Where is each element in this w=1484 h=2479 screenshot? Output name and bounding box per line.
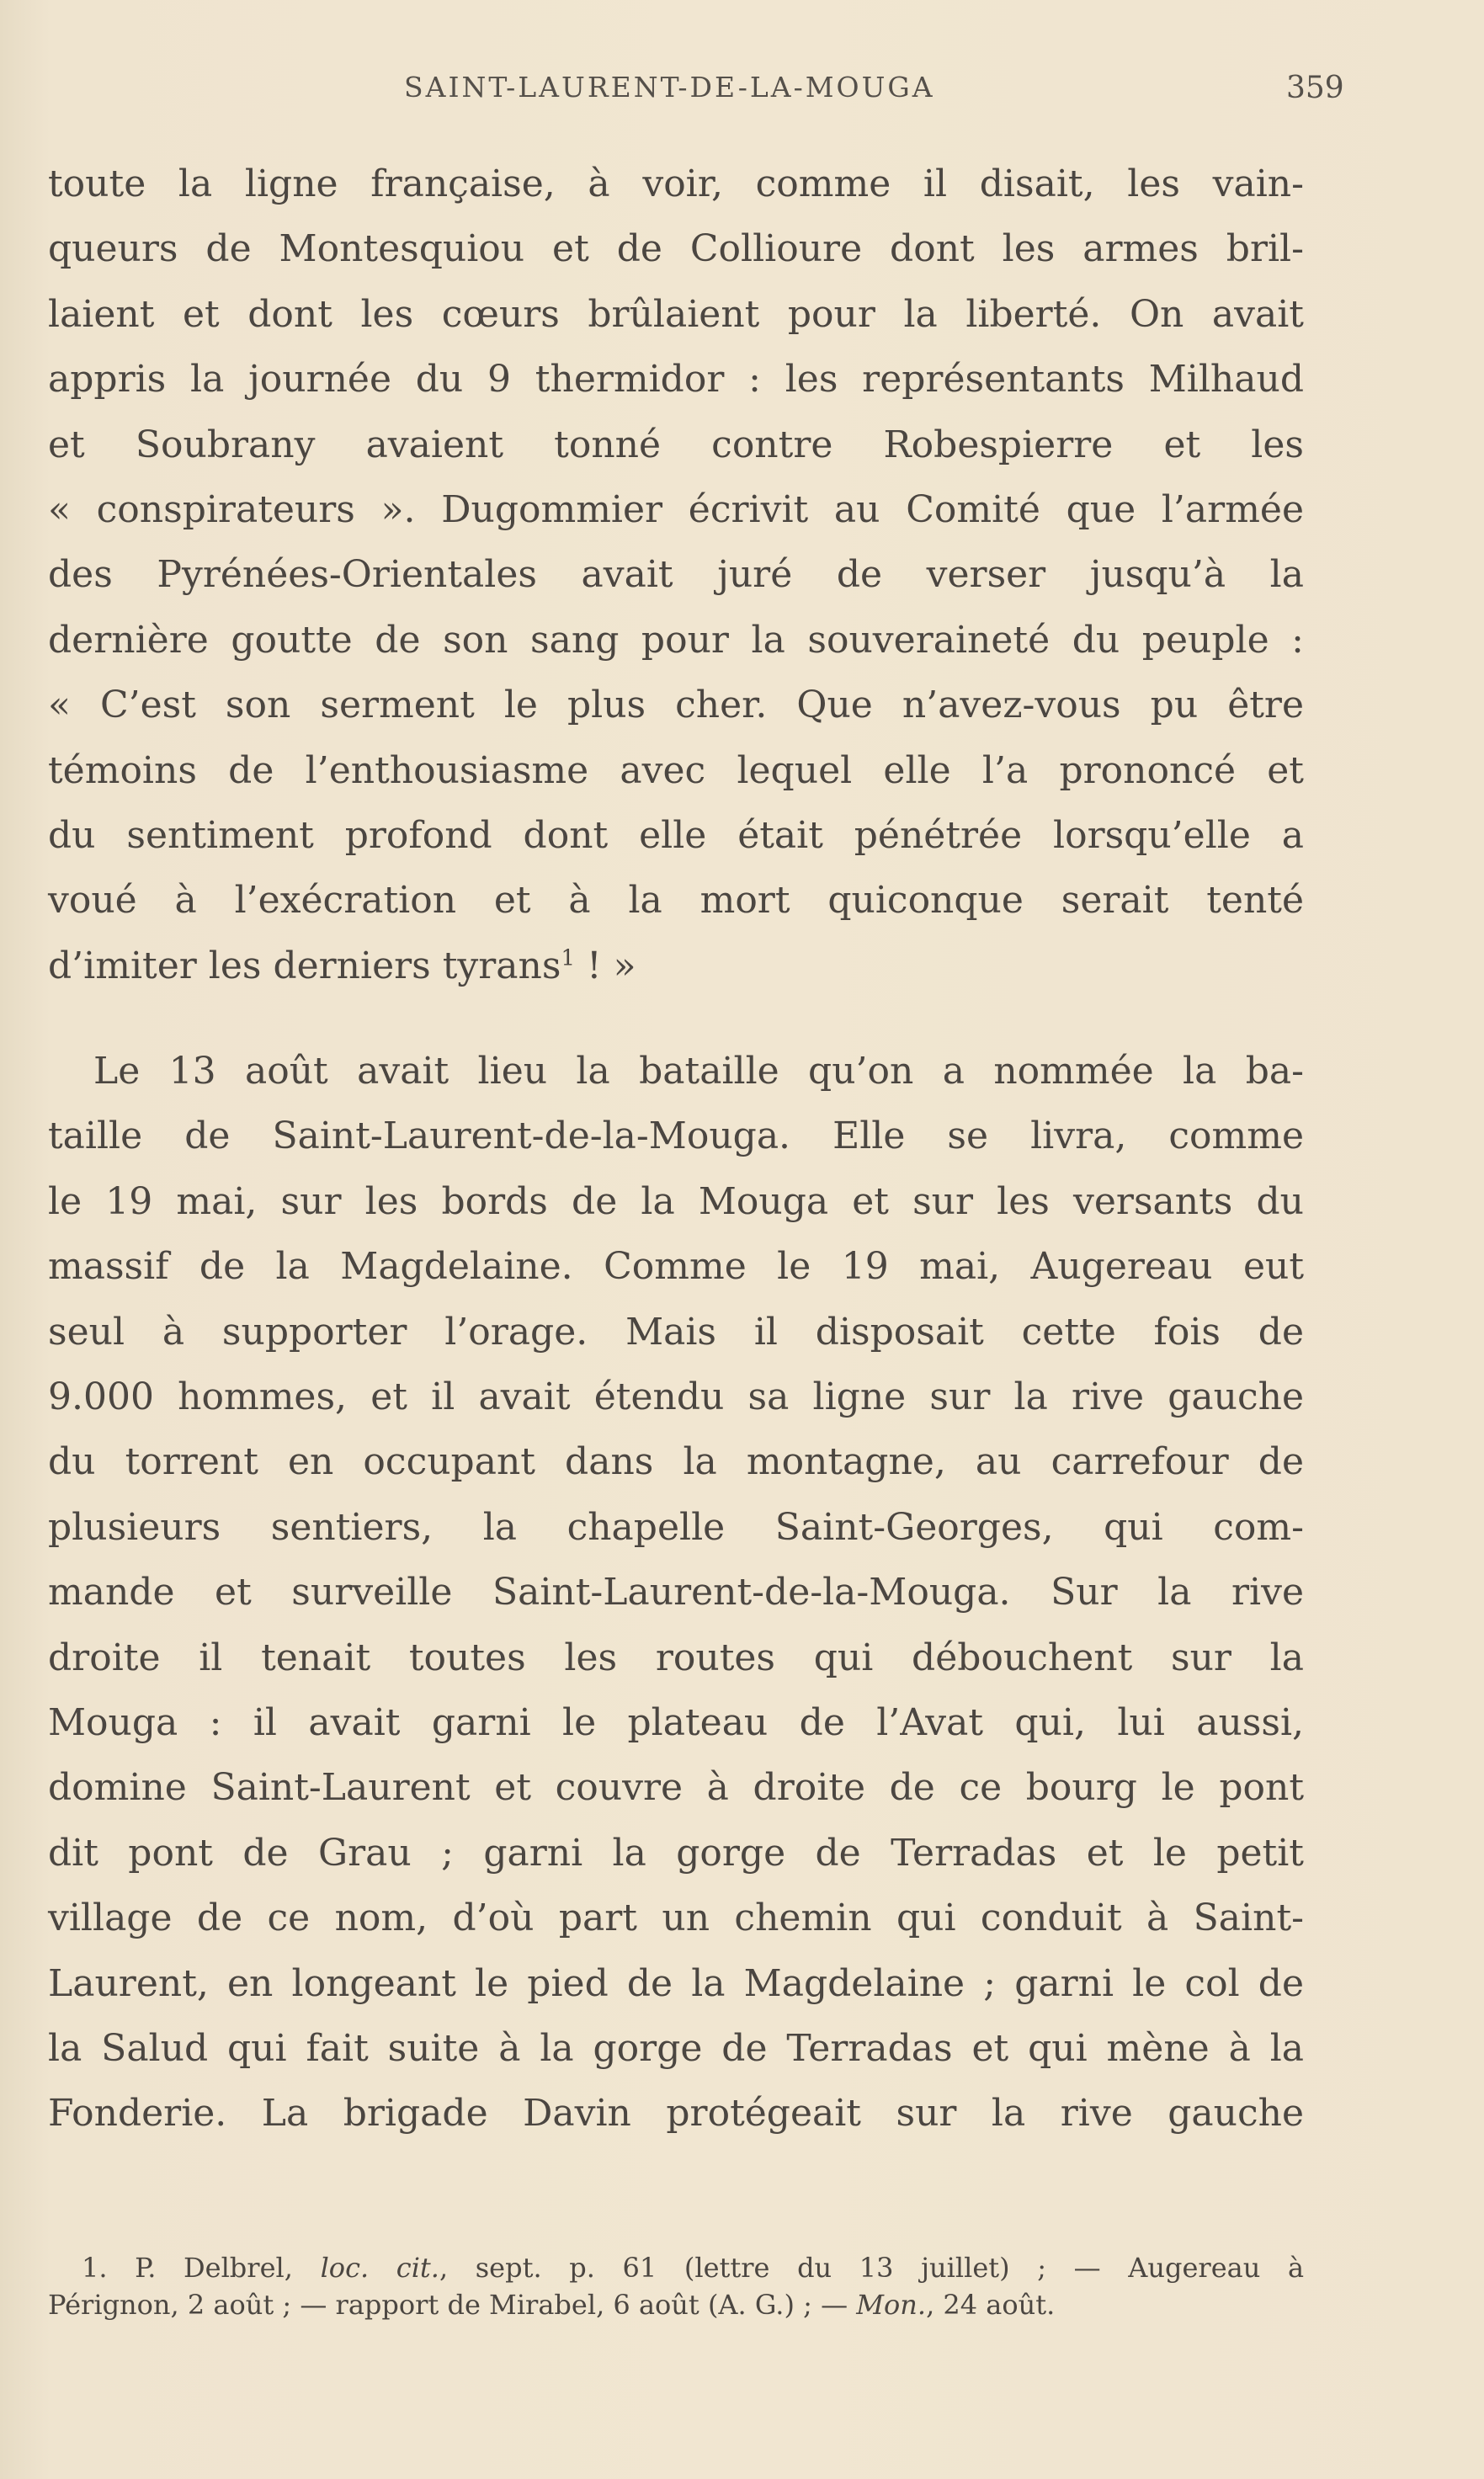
text-line: Mouga : il avait garni le plateau de l’Avat qui, lui aussi, — [48, 1700, 1304, 1744]
text-line: massif de la Magdelaine. Comme le 19 mai, Augereau eut — [48, 1245, 1304, 1289]
text-line: « conspirateurs ». Dugommier écrivit au Comité que l’armée — [48, 487, 1304, 531]
footnote-text: 1. P. Delbrel, — [82, 2252, 321, 2284]
paragraph-1 — [48, 152, 1304, 998]
footnote-line — [48, 2249, 1304, 2286]
line-tail: ! » — [575, 944, 636, 987]
text-line: « C’est son serment le plus cher. Que n’avez-vous pu être — [48, 684, 1304, 727]
text-line: voué à l’exécration et à la mort quiconque serait tenté — [48, 879, 1304, 923]
text-line: appris la journée du 9 thermidor : les représentants Milhaud — [48, 358, 1304, 402]
text-line: Le 13 août avait lieu la bataille qu’on a nommée la ba- — [93, 1050, 1304, 1093]
body-text — [48, 152, 1304, 2147]
text-line: la Salud qui fait suite à la gorge de Terradas et qui mène à la — [48, 2026, 1304, 2070]
page-number: 359 — [1286, 71, 1344, 105]
running-head: SAINT-LAURENT-DE-LA-MOUGA — [404, 71, 935, 104]
text-line: dernière goutte de son sang pour la souveraineté du peuple : — [48, 618, 1304, 662]
footnote-text: , 24 août. — [926, 2289, 1056, 2321]
line-text: d’imiter les derniers tyrans — [48, 944, 561, 987]
text-line: du torrent en occupant dans la montagne, au carrefour de — [48, 1440, 1304, 1484]
text-line: le 19 mai, sur les bords de la Mouga et sur les versants du — [48, 1179, 1304, 1223]
footnote-reference[interactable]: 1 — [561, 945, 575, 971]
page-header — [0, 71, 1484, 121]
footnote-italic: loc. cit. — [320, 2252, 439, 2284]
footnote-italic: Mon. — [856, 2289, 927, 2321]
footnote-text: Pérignon, 2 août ; — rapport de Mirabel, 6 août (A. G.) ; — — [48, 2289, 857, 2321]
footnote-text: , sept. p. 61 (lettre du 13 juillet) ; — Augereau à — [439, 2252, 1305, 2284]
footnote-line — [48, 2286, 1304, 2323]
text-line: Laurent, en longeant le pied de la Magdelaine ; garni le col de — [48, 1961, 1304, 2005]
text-line-last — [48, 934, 1304, 998]
text-line: taille de Saint-Laurent-de-la-Mouga. Elle se livra, comme — [48, 1114, 1304, 1158]
text-line: plusieurs sentiers, la chapelle Saint-Georges, qui com- — [48, 1505, 1304, 1549]
text-line: Fonderie. La brigade Davin protégeait sur la rive gauche — [48, 2092, 1304, 2136]
text-line: queurs de Montesquiou et de Collioure dont les armes bril- — [48, 227, 1304, 271]
text-line: des Pyrénées-Orientales avait juré de verser jusqu’à la — [48, 553, 1304, 597]
text-line: village de ce nom, d’où part un chemin qui conduit à Saint- — [48, 1896, 1304, 1940]
footnotes — [48, 2249, 1304, 2323]
text-line: et Soubrany avaient tonné contre Robespierre et les — [48, 423, 1304, 466]
text-line: droite il tenait toutes les routes qui débouchent sur la — [48, 1636, 1304, 1679]
text-line: du sentiment profond dont elle était pénétrée lorsqu’elle a — [48, 813, 1304, 857]
text-line: mande et surveille Saint-Laurent-de-la-Mouga. Sur la rive — [48, 1571, 1304, 1615]
text-line: seul à supporter l’orage. Mais il disposait cette fois de — [48, 1310, 1304, 1354]
text-line: laient et dont les cœurs brûlaient pour la liberté. On avait — [48, 292, 1304, 336]
paragraph-2 — [48, 1039, 1304, 2147]
text-line: 9.000 hommes, et il avait étendu sa ligne sur la rive gauche — [48, 1375, 1304, 1419]
paragraph-gap — [48, 998, 1304, 1039]
text-line: témoins de l’enthousiasme avec lequel elle l’a prononcé et — [48, 748, 1304, 792]
text-line: domine Saint-Laurent et couvre à droite de ce bourg le pont — [48, 1766, 1304, 1810]
text-line: dit pont de Grau ; garni la gorge de Terradas et le petit — [48, 1831, 1304, 1875]
text-line: toute la ligne française, à voir, comme il disait, les vain- — [48, 162, 1304, 205]
